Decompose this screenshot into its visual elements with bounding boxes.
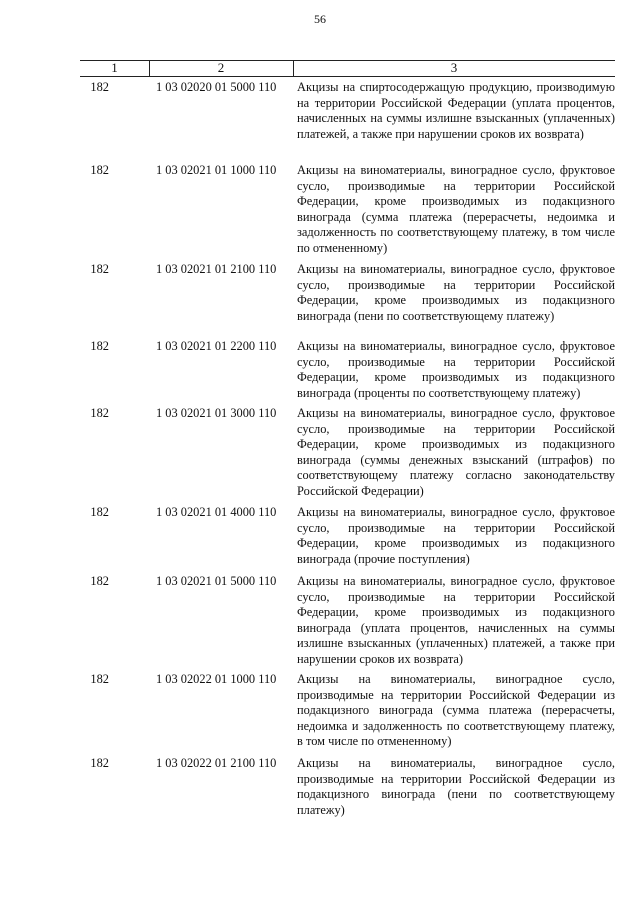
budget-classification-code: 1 03 02022 01 2100 110 [156, 756, 277, 770]
revenue-description: Акцизы на виноматериалы, виноградное сусло, фруктовое сусло, производимые на территории Российской Федерации, кроме производимых из подакцизного винограда (суммы денежных взысканий (штрафов) по соответствующему платежу согласно законодательству Российской Федерации) [297, 406, 615, 498]
revenue-description: Акцизы на виноматериалы, виноградное сусло, производимые на территории Российской Федерации из подакцизного винограда (пени по соответствующему платежу) [297, 756, 615, 817]
budget-classification-code: 1 03 02022 01 1000 110 [156, 672, 277, 686]
administrator-code: 182 [90, 505, 109, 519]
budget-classification-code: 1 03 02021 01 5000 110 [156, 574, 277, 588]
budget-classification-code: 1 03 02021 01 3000 110 [156, 406, 277, 420]
column-header-3: 3 [450, 60, 458, 75]
administrator-code: 182 [90, 80, 109, 94]
budget-classification-code: 1 03 02021 01 2200 110 [156, 339, 277, 353]
header-bottom-rule [80, 76, 615, 77]
administrator-code: 182 [90, 262, 109, 276]
budget-classification-code: 1 03 02021 01 4000 110 [156, 505, 277, 519]
column-header-2: 2 [217, 60, 225, 75]
administrator-code: 182 [90, 574, 109, 588]
revenue-description: Акцизы на виноматериалы, виноградное сусло, фруктовое сусло, производимые на территории Российской Федерации, кроме производимых из подакцизного винограда (проценты по соответствующему платежу) [297, 339, 615, 400]
administrator-code: 182 [90, 339, 109, 353]
administrator-code: 182 [90, 672, 109, 686]
revenue-description: Акцизы на спиртосодержащую продукцию, производимую на территории Российской Федерации (уплата процентов, начисленных на суммы излишне взысканных (уплаченных) платежей, а также при нарушении сроков их возврата) [297, 80, 615, 141]
budget-classification-code: 1 03 02020 01 5000 110 [156, 80, 277, 94]
revenue-description: Акцизы на виноматериалы, виноградное сусло, фруктовое сусло, производимые на территории Российской Федерации, кроме производимых из подакцизного винограда (пени по соответствующему платежу) [297, 262, 615, 323]
revenue-description: Акцизы на виноматериалы, виноградное сусло, фруктовое сусло, производимые на территории Российской Федерации, кроме производимых из подакцизного винограда (прочие поступления) [297, 505, 615, 566]
revenue-description: Акцизы на виноматериалы, виноградное сусло, производимые на территории Российской Федерации из подакцизного винограда (сумма платежа (перерасчеты, недоимка и задолженность по соответствующему платежу, в том числе по отмененному) [297, 672, 615, 748]
administrator-code: 182 [90, 756, 109, 770]
budget-classification-code: 1 03 02021 01 1000 110 [156, 163, 277, 177]
revenue-description: Акцизы на виноматериалы, виноградное сусло, фруктовое сусло, производимые на территории Российской Федерации, кроме производимых из подакцизного винограда (уплата процентов, начисленных на суммы излишне взысканных (уплаченных) платежей, а также при нарушении сроков их возврата) [297, 574, 615, 666]
administrator-code: 182 [90, 163, 109, 177]
administrator-code: 182 [90, 406, 109, 420]
column-header-1: 1 [111, 60, 118, 75]
budget-classification-code: 1 03 02021 01 2100 110 [156, 262, 277, 276]
page-number: 56 [314, 12, 326, 26]
revenue-description: Акцизы на виноматериалы, виноградное сусло, фруктовое сусло, производимые на территории Российской Федерации, кроме производимых из подакцизного винограда (сумма платежа (перерасчеты, недоимка и задолженность по соответствующему платежу, в том числе по отмененному) [297, 163, 615, 255]
